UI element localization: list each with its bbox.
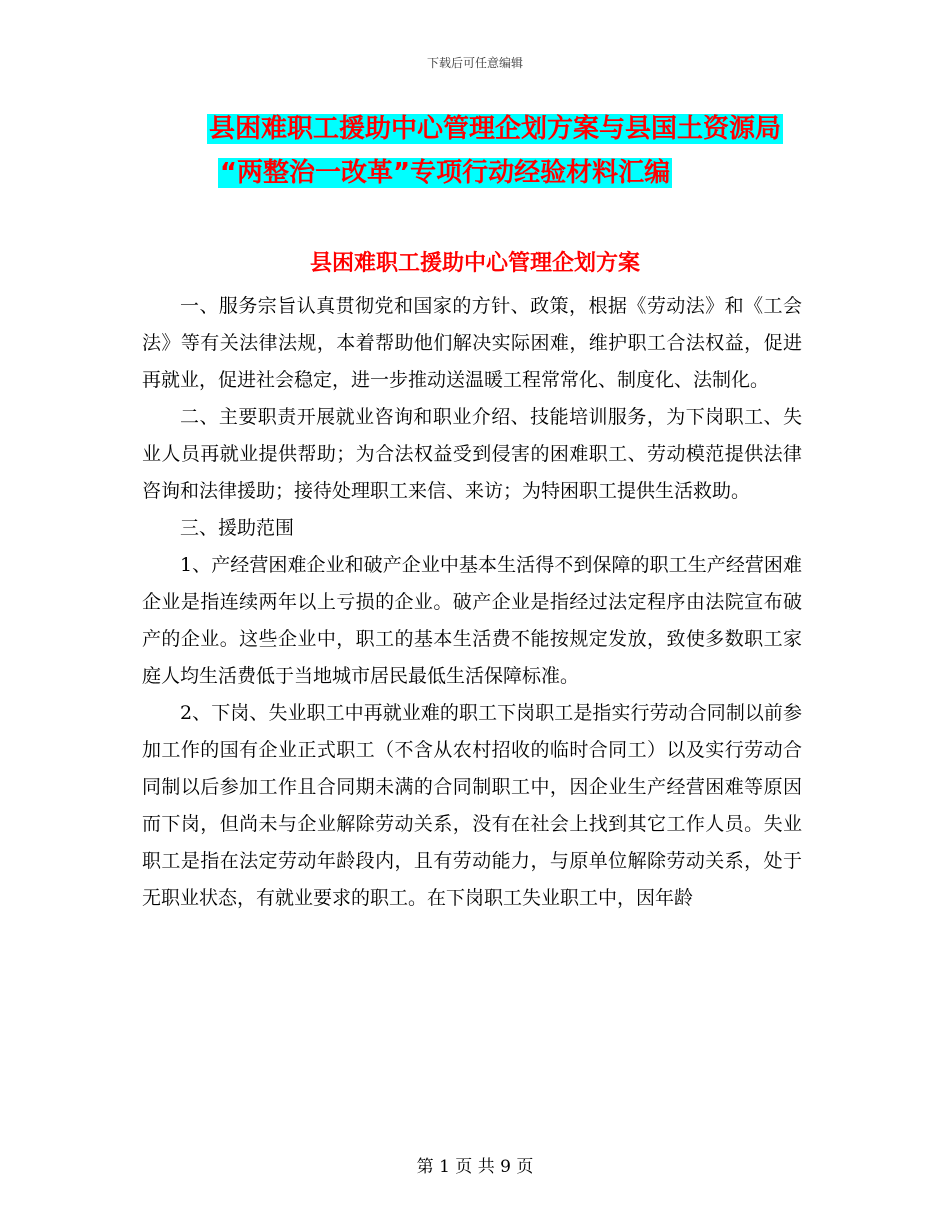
paragraph: 1、产经营困难企业和破产企业中基本生活得不到保障的职工生产经营困难企业是指连续两年以上亏损的企业。破产企业是指经过法定程序由法院宣布破产的企业。这些企业中，职工的基本生活费不能按规定发放，致使多数职工家庭人均生活费低于当地城市居民最低生活保障标准。 [142, 554, 802, 687]
title-highlight: “两整治一改革”专项行动经验材料汇编 [219, 158, 671, 188]
document-title-line-1 [0, 111, 950, 147]
title-highlight: 县困难职工援助中心管理企划方案与县国土资源局 [208, 114, 781, 144]
section-heading: 县困难职工援助中心管理企划方案 [309, 251, 640, 276]
paragraph: 三、援助范围 [180, 517, 295, 539]
paragraph: 一、服务宗旨认真贯彻党和国家的方针、政策，根据《劳动法》和《工会法》等有关法律法规，本着帮助他们解决实际困难，维护职工合法权益，促进再就业，促进社会稳定，进一步推动送温暖工程常常化、制度化、法制化。 [142, 295, 802, 391]
header-note: 下载后可任意编辑 [426, 56, 523, 70]
paragraph: 2、下岗、失业职工中再就业难的职工下岗职工是指实行劳动合同制以前参加工作的国有企业正式职工（不含从农村招收的临时合同工）以及实行劳动合同制以后参加工作且合同期未满的合同制职工中，因企业生产经营困难等原因而下岗，但尚未与企业解除劳动关系，没有在社会上找到其它工作人员。失业职工是指在法定劳动年龄段内，且有劳动能力，与原单位解除劳动关系，处于无职业状态，有就业要求的职工。在下岗职工失业职工中，因年龄 [142, 702, 802, 909]
paragraph: 二、主要职责开展就业咨询和职业介绍、技能培训服务，为下岗职工、失业人员再就业提供帮助；为合法权益受到侵害的困难职工、劳动模范提供法律咨询和法律援助；接待处理职工来信、来访；为特困职工提供生活救助。 [142, 406, 802, 502]
document-title-line-2 [0, 155, 950, 191]
body-text [142, 288, 802, 917]
page-footer: 第 1 页 共 9 页 [416, 1157, 534, 1177]
